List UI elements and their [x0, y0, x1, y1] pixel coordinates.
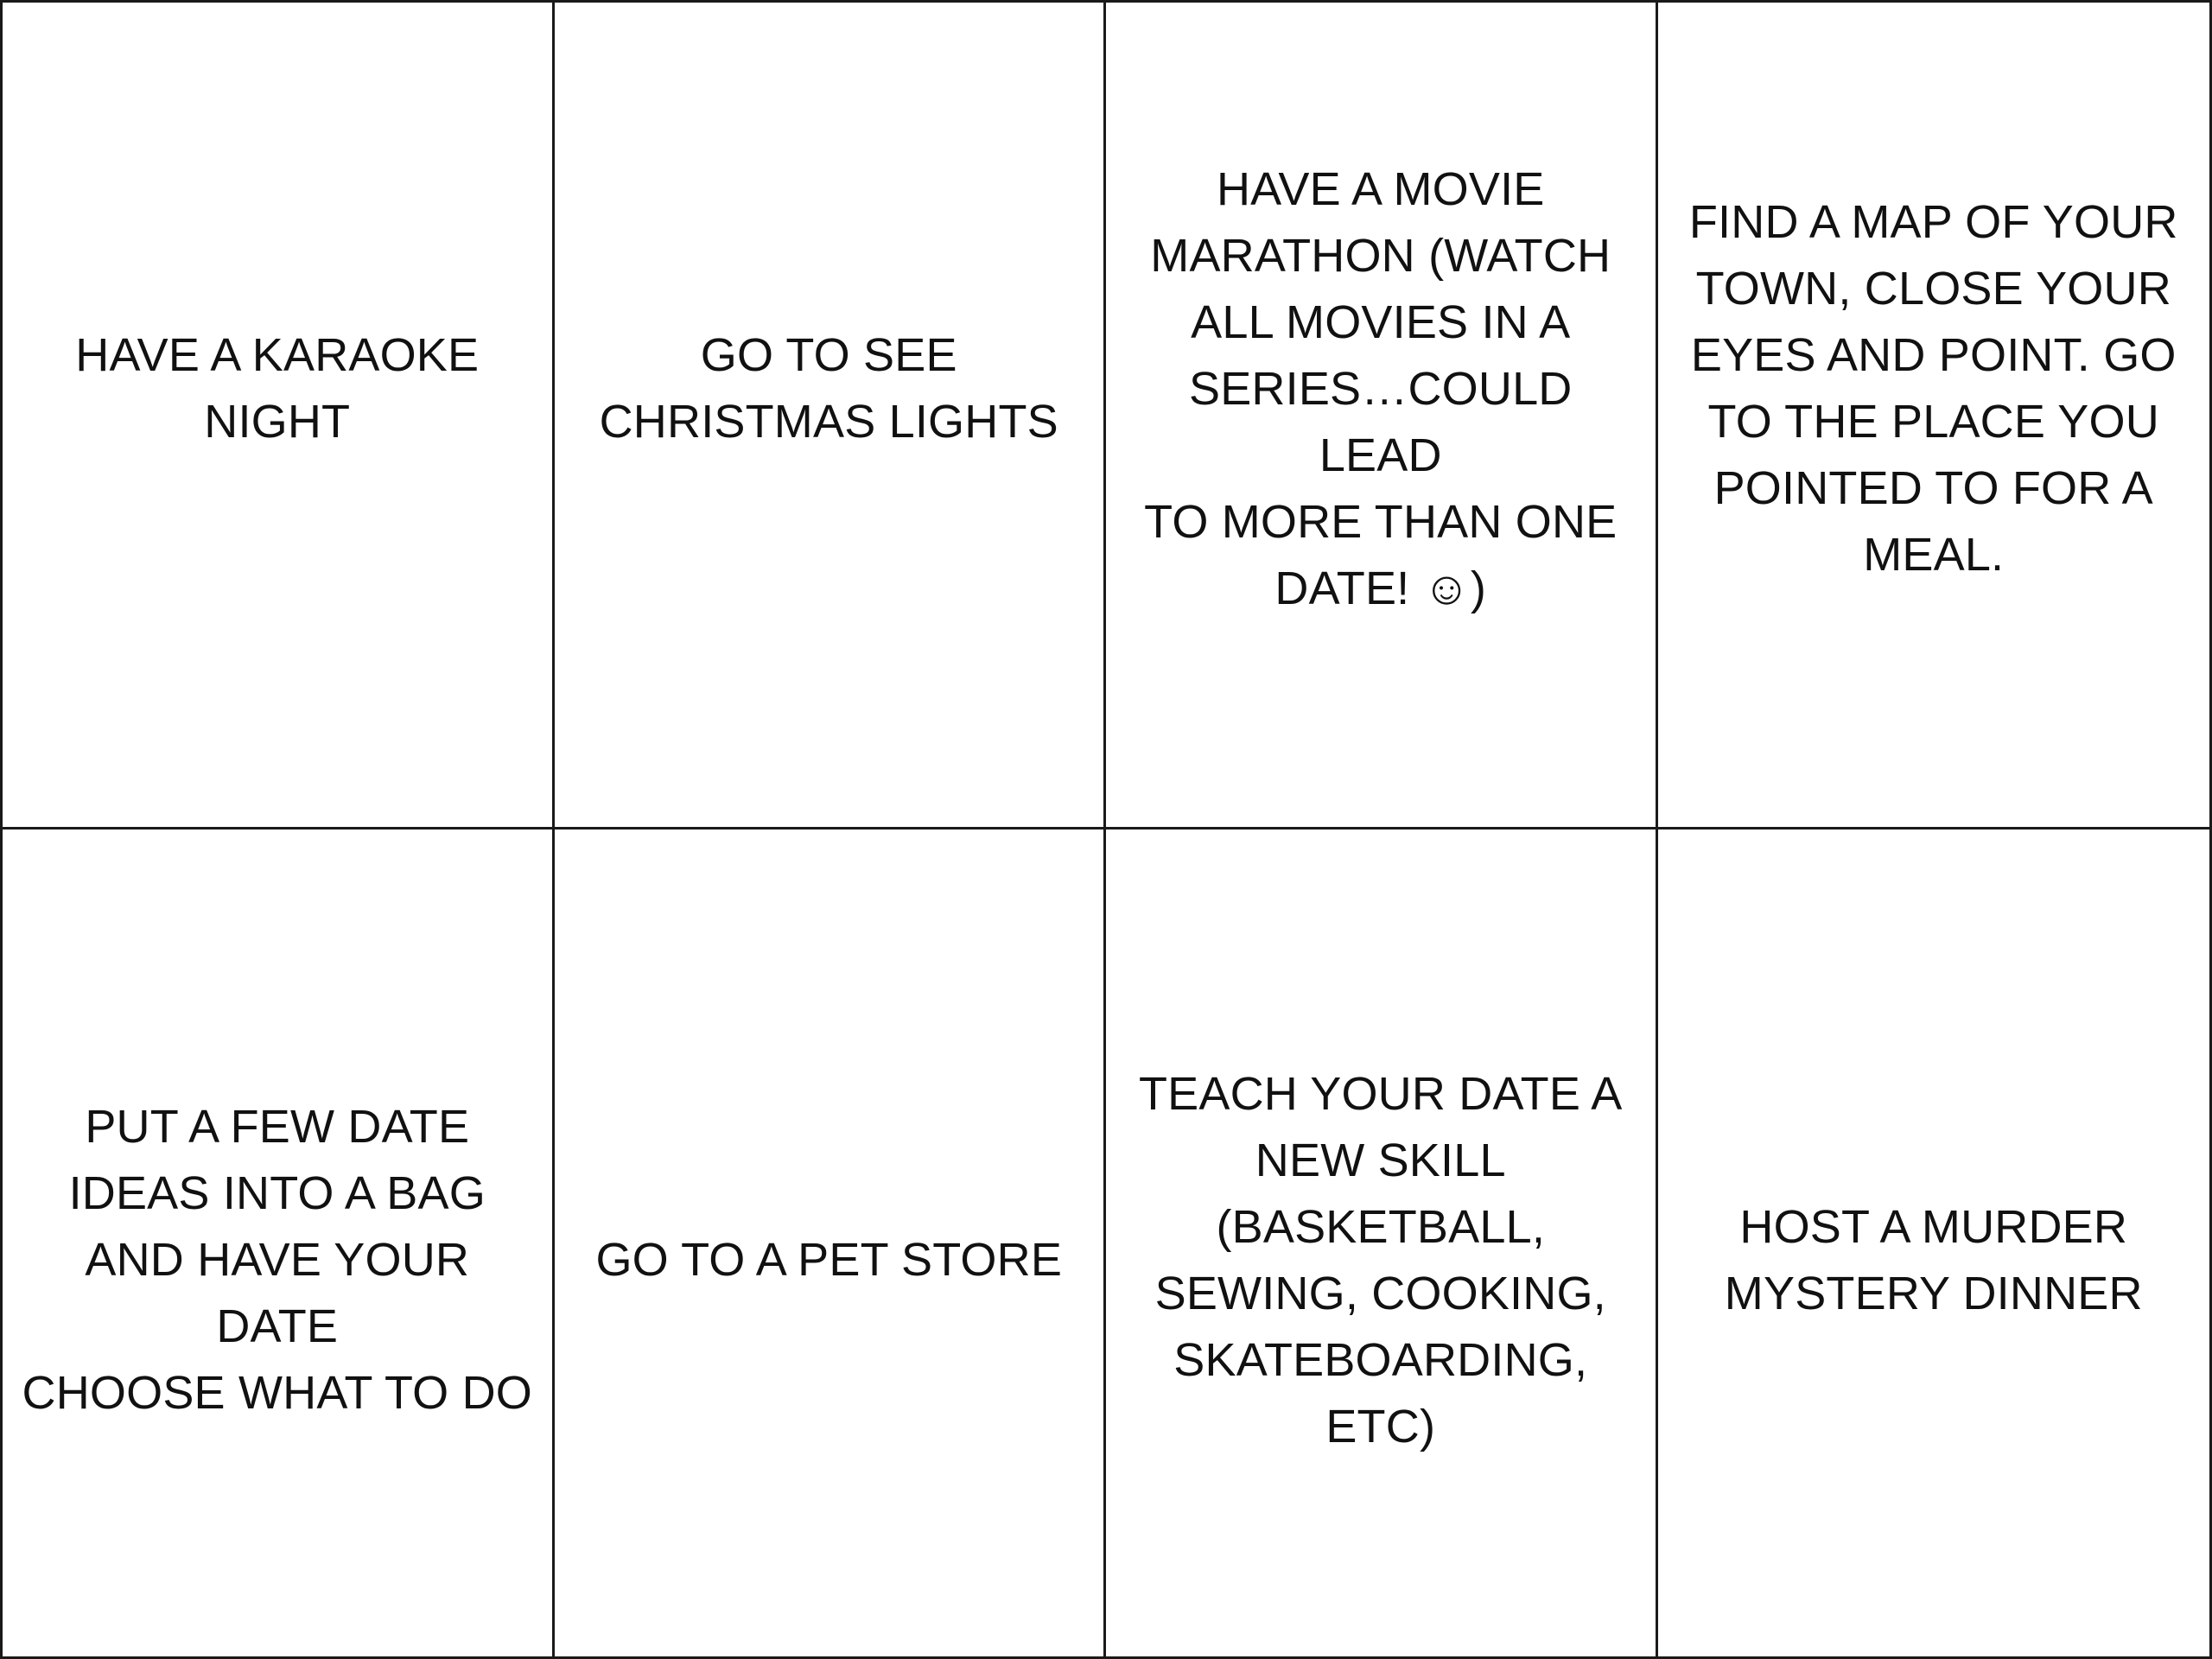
card-map-of-town	[1658, 3, 2210, 830]
card-murder-mystery-dinner	[1658, 830, 2210, 1656]
card-date-ideas-bag	[3, 830, 555, 1656]
card-text: TEACH YOUR DATE A NEW SKILL (BASKETBALL, SEWING, COOKING, SKATEBOARDING, ETC)	[1138, 1067, 1623, 1452]
card-pet-store	[555, 830, 1107, 1656]
card-text: HAVE A MOVIE MARATHON (WATCH ALL MOVIES IN A SERIES…COULD LEAD TO MORE THAN ONE DATE! ☺)	[1144, 162, 1618, 614]
card-karaoke-night	[3, 3, 555, 830]
card-text: GO TO A PET STORE	[595, 1234, 1063, 1286]
card-text: HAVE A KARAOKE NIGHT	[75, 329, 480, 448]
card-teach-new-skill	[1106, 830, 1658, 1656]
card-text: HOST A MURDER MYSTERY DINNER	[1724, 1200, 2143, 1319]
card-text: GO TO SEE CHRISTMAS LIGHTS	[599, 329, 1058, 448]
card-christmas-lights	[555, 3, 1107, 830]
card-movie-marathon	[1106, 3, 1658, 830]
card-text: PUT A FEW DATE IDEAS INTO A BAG AND HAVE YOUR DATE CHOOSE WHAT TO DO	[22, 1101, 532, 1419]
card-text: FIND A MAP OF YOUR TOWN, CLOSE YOUR EYES AND POINT. GO TO THE PLACE YOU POINTED TO FOR A MEAL.	[1688, 196, 2178, 581]
